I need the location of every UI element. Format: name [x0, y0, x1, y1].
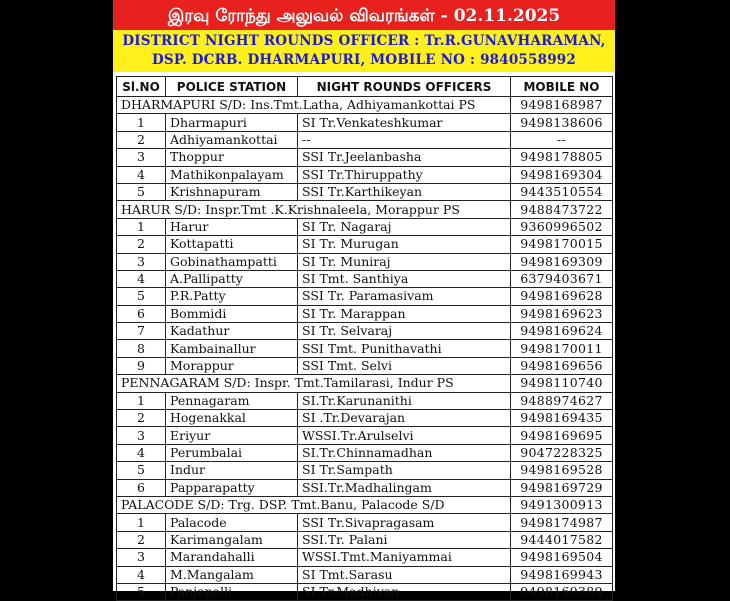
mobile-cell: 9498138606	[511, 114, 613, 131]
sl-no-cell: 6	[117, 479, 166, 496]
header-sl-no: Sl.NO	[117, 77, 166, 97]
night-rounds-table	[116, 76, 613, 601]
officer-cell: SI .Tr.Devarajan	[298, 410, 511, 427]
officer-cell: SI.Tr.Chinnamadhan	[298, 444, 511, 461]
police-station-cell: Marandahalli	[166, 549, 298, 566]
sl-no-cell: 3	[117, 253, 166, 270]
mobile-cell: 9498169528	[511, 462, 613, 479]
mobile-cell: 9498169304	[511, 166, 613, 183]
officer-cell: SSI.Tr.Madhalingam	[298, 479, 511, 496]
table-row	[117, 583, 613, 600]
sl-no-cell: 5	[117, 288, 166, 305]
table-row	[117, 323, 613, 340]
district-officer-banner	[113, 30, 615, 72]
police-station-cell: M.Mangalam	[166, 566, 298, 583]
header-police-station: POLICE STATION	[166, 77, 298, 97]
police-station-cell: Bommidi	[166, 305, 298, 322]
table-header-row	[117, 77, 613, 97]
subdivision-heading: PALACODE S/D: Trg. DSP. Tmt.Banu, Palacode S/D	[117, 496, 511, 513]
police-station-cell: Thoppur	[166, 149, 298, 166]
officer-cell: SSI Tr.Thiruppathy	[298, 166, 511, 183]
sl-no-cell: 6	[117, 305, 166, 322]
police-station-cell: Perumbalai	[166, 444, 298, 461]
mobile-cell: 9498169656	[511, 357, 613, 374]
police-station-cell: Karimangalam	[166, 531, 298, 548]
mobile-cell: 9498169389	[511, 583, 613, 600]
table-row	[117, 479, 613, 496]
table-row	[117, 270, 613, 287]
table-row	[117, 444, 613, 461]
table-row	[117, 131, 613, 148]
officer-cell: SSI Tr. Paramasivam	[298, 288, 511, 305]
sl-no-cell: 2	[117, 131, 166, 148]
mobile-cell: 9498174987	[511, 514, 613, 531]
table-row	[117, 427, 613, 444]
sl-no-cell: 4	[117, 166, 166, 183]
police-station-cell: Pennagaram	[166, 392, 298, 409]
officer-cell: SI.Tr.Karunanithi	[298, 392, 511, 409]
officer-cell: SSI Tr.Karthikeyan	[298, 183, 511, 200]
mobile-cell: 9047228325	[511, 444, 613, 461]
header-mobile-no: MOBILE NO	[511, 77, 613, 97]
mobile-cell: 6379403671	[511, 270, 613, 287]
table-body	[117, 97, 613, 601]
police-station-cell: Palacode	[166, 514, 298, 531]
table-row	[117, 305, 613, 322]
officer-cell: SI Tr. Nagaraj	[298, 218, 511, 235]
mobile-cell: 9498170011	[511, 340, 613, 357]
subdivision-mobile: 9498110740	[511, 375, 613, 392]
table-row	[117, 549, 613, 566]
mobile-cell: 9360996502	[511, 218, 613, 235]
officer-cell: SI Tr.Madhivan	[298, 583, 511, 600]
police-station-cell: Morappur	[166, 357, 298, 374]
subdivision-row	[117, 97, 613, 114]
officer-cell: SSI Tr.Jeelanbasha	[298, 149, 511, 166]
mobile-cell: 9498169729	[511, 479, 613, 496]
police-station-cell: Adhiyamankottai	[166, 131, 298, 148]
mobile-cell: 9498169695	[511, 427, 613, 444]
subdivision-heading: PENNAGARAM S/D: Inspr. Tmt.Tamilarasi, Indur PS	[117, 375, 511, 392]
officer-cell: SI Tr. Muniraj	[298, 253, 511, 270]
officer-cell: SI Tr. Selvaraj	[298, 323, 511, 340]
mobile-cell: 9444017582	[511, 531, 613, 548]
mobile-cell: 9498169628	[511, 288, 613, 305]
sl-no-cell: 5	[117, 583, 166, 600]
table-row	[117, 566, 613, 583]
officer-cell: SSI Tmt. Punithavathi	[298, 340, 511, 357]
table-row	[117, 183, 613, 200]
police-station-cell: Gobinathampatti	[166, 253, 298, 270]
officer-cell: SI Tmt.Sarasu	[298, 566, 511, 583]
police-station-cell: Harur	[166, 218, 298, 235]
mobile-cell: 9498169623	[511, 305, 613, 322]
sl-no-cell: 4	[117, 566, 166, 583]
mobile-cell: 9498169624	[511, 323, 613, 340]
subdivision-mobile: 9498168987	[511, 97, 613, 114]
sl-no-cell: 2	[117, 410, 166, 427]
subdivision-mobile: 9488473722	[511, 201, 613, 218]
officer-line-1: DISTRICT NIGHT ROUNDS OFFICER : Tr.R.GUNAVHARAMAN,	[122, 33, 606, 49]
officer-cell: SSI.Tr. Palani	[298, 531, 511, 548]
police-station-cell: Eriyur	[166, 427, 298, 444]
table-row	[117, 514, 613, 531]
table-row	[117, 410, 613, 427]
mobile-cell: 9498178805	[511, 149, 613, 166]
sl-no-cell: 7	[117, 323, 166, 340]
sl-no-cell: 1	[117, 392, 166, 409]
table-row	[117, 236, 613, 253]
sl-no-cell: 1	[117, 218, 166, 235]
police-station-cell: Kottapatti	[166, 236, 298, 253]
officer-cell: WSSI.Tr.Arulselvi	[298, 427, 511, 444]
sl-no-cell: 3	[117, 549, 166, 566]
sl-no-cell: 3	[117, 149, 166, 166]
sl-no-cell: 3	[117, 427, 166, 444]
subdivision-heading: DHARMAPURI S/D: Ins.Tmt.Latha, Adhiyamankottai PS	[117, 97, 511, 114]
sl-no-cell: 5	[117, 462, 166, 479]
header-night-rounds-officers: NIGHT ROUNDS OFFICERS	[298, 77, 511, 97]
officer-cell: SI Tmt. Santhiya	[298, 270, 511, 287]
subdivision-mobile: 9491300913	[511, 496, 613, 513]
police-station-cell: Indur	[166, 462, 298, 479]
officer-cell: SI Tr.Venkateshkumar	[298, 114, 511, 131]
table-row	[117, 253, 613, 270]
sl-no-cell: 8	[117, 340, 166, 357]
mobile-cell: 9498169309	[511, 253, 613, 270]
mobile-cell: 9488974627	[511, 392, 613, 409]
sl-no-cell: 1	[117, 114, 166, 131]
officer-cell: SI Tr. Marappan	[298, 305, 511, 322]
table-row	[117, 114, 613, 131]
mobile-cell: 9498169435	[511, 410, 613, 427]
police-station-cell: Panjapalli	[166, 583, 298, 600]
sl-no-cell: 1	[117, 514, 166, 531]
officer-cell: SSI Tr.Sivapragasam	[298, 514, 511, 531]
subdivision-heading: HARUR S/D: Inspr.Tmt .K.Krishnaleela, Morappur PS	[117, 201, 511, 218]
table-row	[117, 149, 613, 166]
document-sheet	[113, 0, 615, 600]
officer-cell: --	[298, 131, 511, 148]
mobile-cell: 9443510554	[511, 183, 613, 200]
police-station-cell: Dharmapuri	[166, 114, 298, 131]
sl-no-cell: 4	[117, 270, 166, 287]
sl-no-cell: 2	[117, 531, 166, 548]
table-row	[117, 462, 613, 479]
table-row	[117, 166, 613, 183]
officer-cell: WSSI.Tmt.Maniyammai	[298, 549, 511, 566]
officer-cell: SSI Tmt. Selvi	[298, 357, 511, 374]
sl-no-cell: 4	[117, 444, 166, 461]
officer-line-2: DSP. DCRB. DHARMAPURI, MOBILE NO : 9840558992	[151, 52, 576, 68]
subdivision-row	[117, 201, 613, 218]
table-row	[117, 288, 613, 305]
document-title: இரவு ரோந்து அலுவல் விவரங்கள் - 02.11.2025	[113, 0, 615, 30]
subdivision-row	[117, 375, 613, 392]
mobile-cell: 9498169943	[511, 566, 613, 583]
mobile-cell: 9498170015	[511, 236, 613, 253]
mobile-cell: 9498169504	[511, 549, 613, 566]
table-row	[117, 357, 613, 374]
sl-no-cell: 2	[117, 236, 166, 253]
officer-cell: SI Tr.Sampath	[298, 462, 511, 479]
police-station-cell: Kambainallur	[166, 340, 298, 357]
officer-cell: SI Tr. Murugan	[298, 236, 511, 253]
mobile-cell: --	[511, 131, 613, 148]
table-row	[117, 392, 613, 409]
police-station-cell: Krishnapuram	[166, 183, 298, 200]
police-station-cell: Hogenakkal	[166, 410, 298, 427]
police-station-cell: Mathikonpalayam	[166, 166, 298, 183]
table-row	[117, 531, 613, 548]
police-station-cell: Kadathur	[166, 323, 298, 340]
police-station-cell: Papparapatty	[166, 479, 298, 496]
police-station-cell: A.Pallipatty	[166, 270, 298, 287]
sl-no-cell: 9	[117, 357, 166, 374]
table-row	[117, 340, 613, 357]
table-row	[117, 218, 613, 235]
police-station-cell: P.R.Patty	[166, 288, 298, 305]
sl-no-cell: 5	[117, 183, 166, 200]
subdivision-row	[117, 496, 613, 513]
